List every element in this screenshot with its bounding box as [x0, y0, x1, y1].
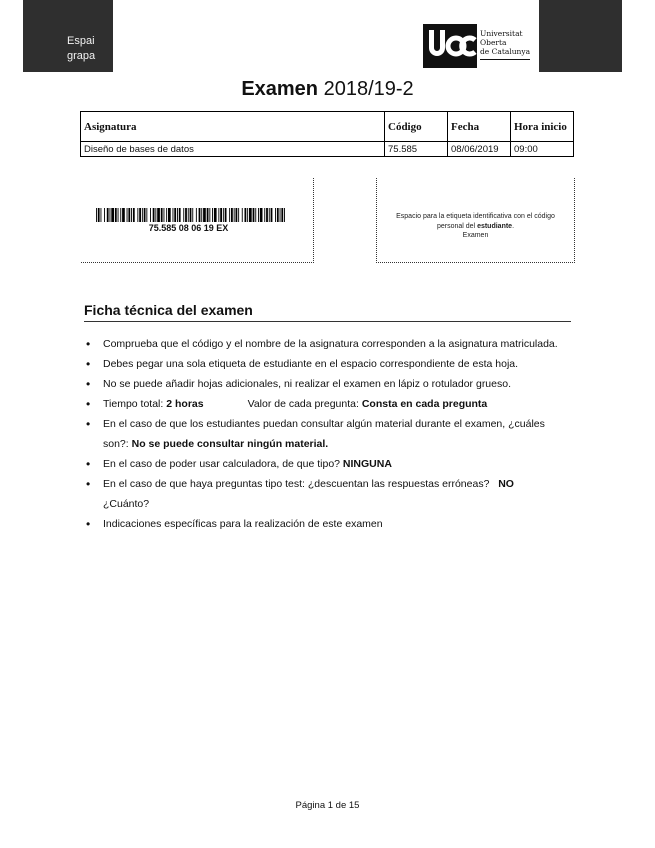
- barcode-bar: [188, 208, 189, 222]
- header-start-time: Hora inicio: [511, 112, 574, 142]
- barcode-bar: [220, 208, 222, 222]
- rule-4-label: Tiempo total:: [103, 398, 164, 410]
- rule-3-text: No se puede añadir hojas adicionales, ni realizar el examen en lápiz o rotulador grueso.: [103, 378, 511, 390]
- barcode-bar: [266, 208, 268, 222]
- barcode-bar: [111, 208, 114, 222]
- barcode-bar: [229, 208, 230, 222]
- barcode-bar: [177, 208, 178, 222]
- barcode-bar: [255, 208, 256, 222]
- barcode-bar: [150, 208, 151, 222]
- staple-label-line2: grapa: [67, 50, 96, 62]
- barcode-bar: [174, 208, 176, 222]
- barcode-bar: [142, 208, 143, 222]
- title-bold: Examen: [241, 78, 319, 100]
- barcode-bar: [137, 208, 138, 222]
- barcode-bar: [146, 208, 147, 222]
- logo-line-3: de Catalunya: [480, 47, 531, 56]
- page-title: [0, 76, 655, 102]
- barcode-bar: [153, 208, 155, 222]
- barcode-bar: [131, 208, 132, 222]
- rule-6-bold: NINGUNA: [342, 458, 392, 470]
- rule-7-bold: NO: [498, 478, 514, 490]
- barcode-bar: [212, 208, 213, 222]
- barcode-bar: [281, 208, 283, 222]
- header-date: Fecha: [448, 112, 511, 142]
- label-line-2-prefix: personal del: [436, 222, 478, 230]
- barcode-bar: [157, 208, 160, 222]
- title-year: 2018/19-2: [318, 78, 414, 100]
- list-item: [86, 414, 566, 454]
- barcode-bar: [234, 208, 235, 222]
- barcode-bar: [183, 208, 184, 222]
- rule-4-value2: Consta en cada pregunta: [361, 398, 488, 410]
- barcode-bar: [196, 208, 197, 222]
- cell-date: 08/06/2019: [448, 142, 511, 157]
- barcode-bar: [179, 208, 181, 222]
- barcode-bar: [253, 208, 255, 222]
- barcode-bar: [120, 208, 121, 222]
- barcode-bar: [173, 208, 174, 222]
- list-item: [86, 334, 566, 354]
- barcode-bar: [284, 208, 285, 222]
- exam-info-table: [80, 111, 574, 157]
- barcode-bar: [144, 208, 146, 222]
- barcode-bar: [277, 208, 279, 222]
- barcode-bar: [201, 208, 202, 222]
- barcode-bar: [185, 208, 187, 222]
- barcode-number: 75.585 08 06 19 EX: [148, 223, 229, 233]
- label-line-1: Espacio para la etiqueta identificativa con el código: [396, 213, 555, 220]
- barcode-bar: [238, 208, 239, 222]
- barcode-bar: [192, 208, 193, 222]
- header-code: Código: [385, 112, 448, 142]
- uoc-logo: [423, 24, 533, 68]
- barcode-bar: [155, 208, 156, 222]
- barcode-bar: [247, 208, 248, 222]
- section-title: Ficha técnica del examen: [84, 302, 571, 322]
- barcode-bar: [209, 208, 210, 222]
- list-item: [86, 474, 566, 514]
- exam-rules-list: [86, 334, 566, 534]
- barcode-bar: [271, 208, 273, 222]
- barcode-bar: [110, 208, 111, 222]
- barcode-bar: [164, 208, 165, 222]
- barcode-bar: [269, 208, 270, 222]
- barcode-bar: [161, 208, 163, 222]
- barcode-bar: [260, 208, 263, 222]
- rule-4-value: 2 horas: [166, 398, 204, 410]
- barcode-bar: [122, 208, 125, 222]
- barcode-bar: [214, 208, 217, 222]
- barcode-bar: [207, 208, 209, 222]
- barcode-bar: [139, 208, 141, 222]
- staple-label-line1: Espai: [67, 35, 95, 47]
- rule-2-text: Debes pegar una sola etiqueta de estudiante en el espacio correspondiente de esta hoja.: [103, 358, 519, 370]
- barcode-bar: [166, 208, 167, 222]
- list-item: [86, 394, 566, 414]
- barcode-bar: [199, 208, 201, 222]
- cell-subject: Diseño de bases de datos: [81, 142, 385, 157]
- barcode-bar: [107, 208, 109, 222]
- barcode-bar: [225, 208, 227, 222]
- barcode-bar: [249, 208, 252, 222]
- barcode-area: [81, 178, 314, 263]
- rule-6-text: En el caso de poder usar calculadora, de que tipo?: [103, 458, 340, 470]
- barcode-bar: [133, 208, 135, 222]
- barcode-bar: [115, 208, 117, 222]
- barcode-bar: [264, 208, 265, 222]
- barcode-bar: [275, 208, 276, 222]
- label-line-2-suffix: .: [512, 222, 515, 230]
- header-subject: Asignatura: [81, 112, 385, 142]
- label-line-2-bold: estudiante: [477, 222, 513, 230]
- rule-1-text: Comprueba que el código y el nombre de la asignatura corresponden a la asignatura matriculada.: [103, 338, 558, 350]
- barcode-bar: [127, 208, 128, 222]
- barcode-bar: [242, 208, 243, 222]
- table-row: [81, 142, 574, 157]
- logo-line-2: Oberta: [480, 38, 507, 47]
- barcode-graphic: [96, 208, 286, 222]
- barcode-bar: [218, 208, 219, 222]
- rule-5-bold: No se puede consultar ningún material.: [131, 438, 329, 450]
- rule-4-label2: Valor de cada pregunta:: [247, 398, 359, 410]
- barcode-bar: [223, 208, 224, 222]
- table-header-row: [81, 112, 574, 142]
- student-label-text: [381, 212, 570, 241]
- logo-line-1: Universitat: [480, 29, 523, 38]
- cell-start-time: 09:00: [511, 142, 574, 157]
- barcode-bar: [96, 208, 97, 222]
- rule-7-text2: ¿Cuánto?: [103, 498, 150, 510]
- barcode-bar: [118, 208, 119, 222]
- barcode-bar: [258, 208, 259, 222]
- barcode-bar: [190, 208, 192, 222]
- rule-8-text: Indicaciones específicas para la realización de este examen: [103, 518, 383, 530]
- uoc-logo-text: [480, 29, 530, 60]
- barcode-bar: [203, 208, 206, 222]
- staple-area: [23, 0, 113, 72]
- barcode-bar: [236, 208, 238, 222]
- barcode-bar: [128, 208, 130, 222]
- list-item: [86, 374, 566, 394]
- list-item: [86, 454, 566, 474]
- barcode-bar: [280, 208, 281, 222]
- page-number: Página 1 de 15: [295, 800, 360, 811]
- label-line-3: Examen: [462, 232, 489, 239]
- header-dark-block: [539, 0, 622, 72]
- rule-5-text: En el caso de que los estudiantes puedan consultar algún material durante el examen, ¿cuáles son?:: [103, 418, 545, 450]
- barcode-bar: [98, 208, 100, 222]
- barcode-bar: [168, 208, 171, 222]
- list-item: [86, 354, 566, 374]
- barcode-bar: [104, 208, 105, 222]
- student-label-area: [376, 178, 575, 263]
- rule-7-text: En el caso de que haya preguntas tipo test: ¿descuentan las respuestas erróneas?: [103, 478, 490, 490]
- uoc-logo-icon: [423, 24, 477, 68]
- barcode-bar: [231, 208, 233, 222]
- cell-code: 75.585: [385, 142, 448, 157]
- barcode-bar: [101, 208, 102, 222]
- barcode-bar: [245, 208, 247, 222]
- label-line-2: [381, 222, 570, 232]
- list-item: [86, 514, 566, 534]
